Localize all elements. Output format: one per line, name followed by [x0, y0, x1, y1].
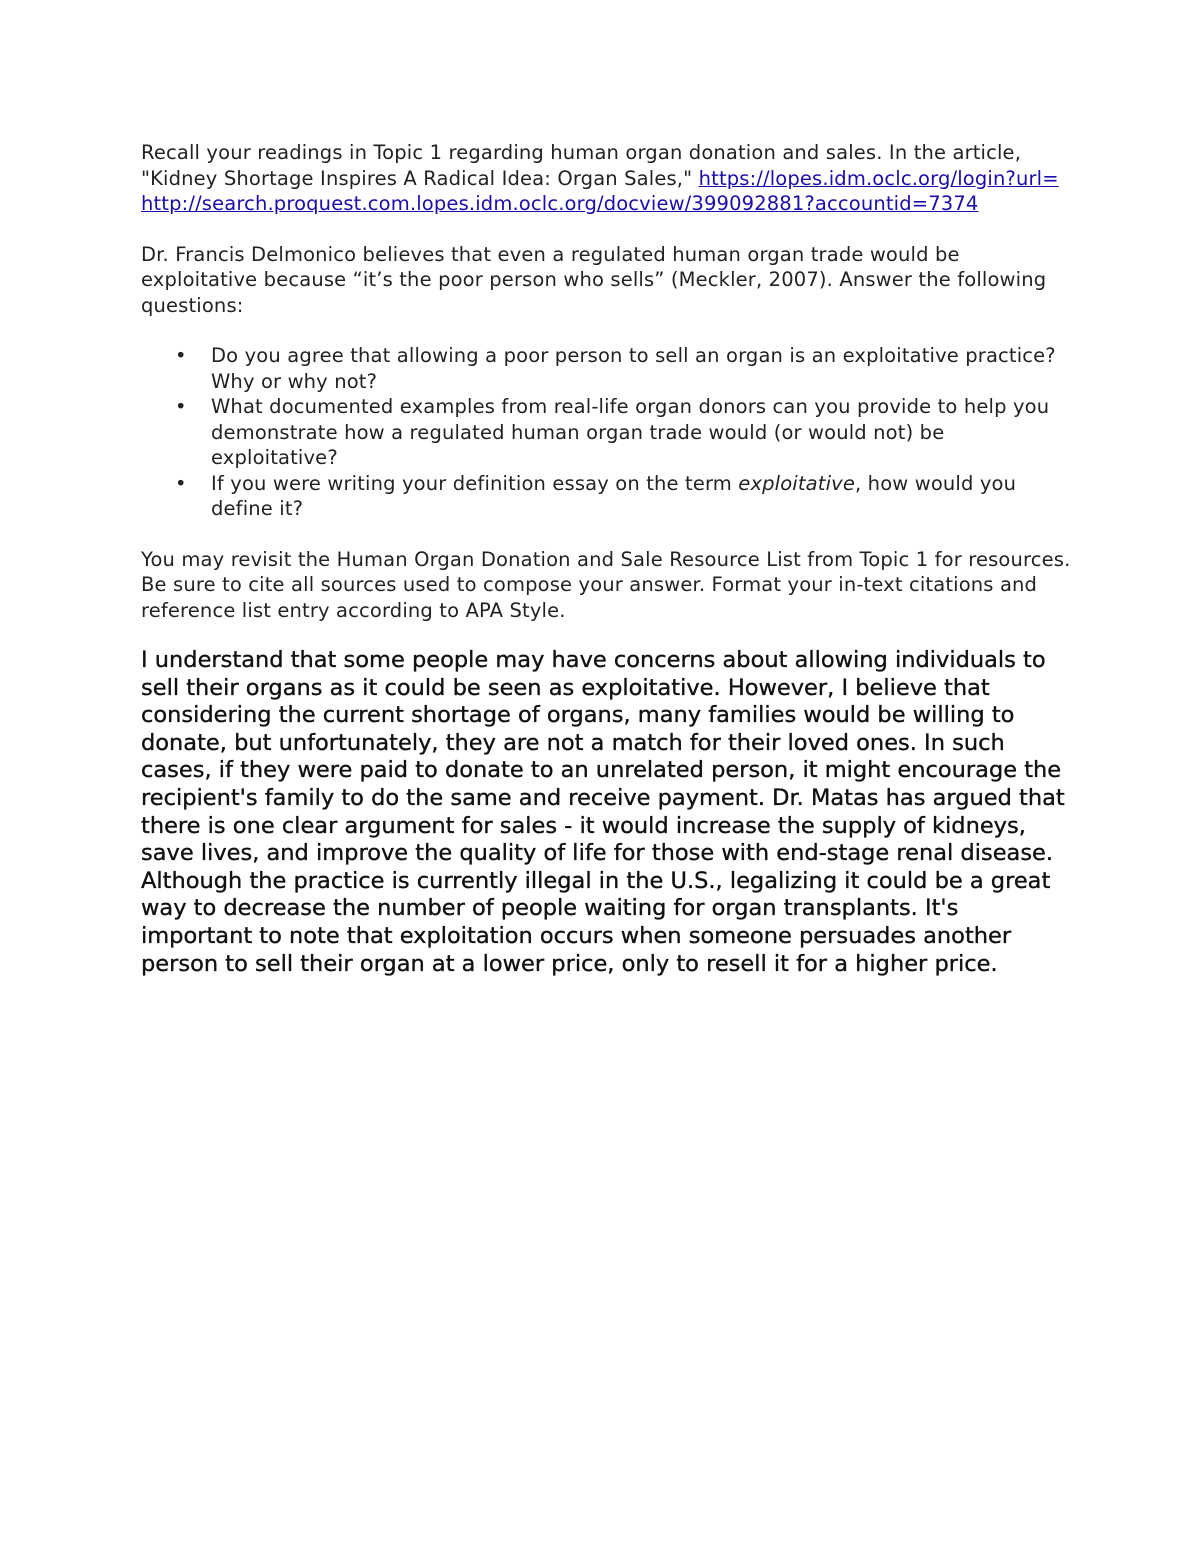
bullet-icon: •: [175, 471, 187, 495]
list-item: [141, 394, 1071, 471]
list-item: [141, 471, 1071, 522]
answer-paragraph: I understand that some people may have concerns about allowing individuals to sell their organs as it could be seen as exploitative. However, I believe that considering the current shortage of organs, many families would be willing to donate, but unfortunately, they are not a match for their loved ones. In such cases, if they were paid to donate to an unrelated person, it might encourage the recipient's family to do the same and receive payment. Dr. Matas has argued that there is one clear argument for sales - it would increase the supply of kidneys, save lives, and improve the quality of life for those with end-stage renal disease. Although the practice is currently illegal in the U.S., legalizing it could be a great way to decrease the number of people waiting for organ transplants. It's important to note that exploitation occurs when someone persuades another person to sell their organ at a lower price, only to resell it for a higher price.: [141, 647, 1065, 977]
question-text: Do you agree that allowing a poor person to sell an organ is an exploitative practice? Why or why not?: [211, 344, 1056, 393]
paragraph-spacer: [141, 217, 1071, 242]
bullet-icon: •: [175, 344, 187, 367]
list-item: [141, 343, 1071, 394]
intro-text: Recall your readings in Topic 1 regarding human organ donation and sales. In the article, "Kidney Shortage Inspires A Radical Idea: Organ Sales,": [141, 141, 1022, 190]
italic-term: exploitative: [738, 471, 855, 495]
question-list: [141, 343, 1071, 522]
question-text-after: , how would you define it?: [211, 471, 1017, 520]
document-page: [141, 140, 1071, 978]
intro-paragraph: [141, 140, 1071, 217]
article-link[interactable]: https://lopes.idm.oclc.org/login?url=http://search.proquest.com.lopes.idm.oclc.org/docview/399092881?accountid=7374: [141, 166, 1059, 215]
question-text: What documented examples from real-life organ donors can you provide to help you demonstrate how a regulated human organ trade would (or would not) be exploitative?: [211, 395, 1050, 469]
bullet-icon: •: [175, 395, 187, 418]
resources-paragraph: You may revisit the Human Organ Donation and Sale Resource List from Topic 1 for resources. Be sure to cite all sources used to compose your answer. Format your in-text citations and reference list entry according to APA Style.: [141, 547, 1071, 622]
delmonico-paragraph: Dr. Francis Delmonico believes that even a regulated human organ trade would be exploitative because “it’s the poor person who sells” (Meckler, 2007). Answer the following questions:: [141, 242, 1047, 317]
question-text-before: If you were writing your definition essay on the term: [211, 471, 739, 495]
